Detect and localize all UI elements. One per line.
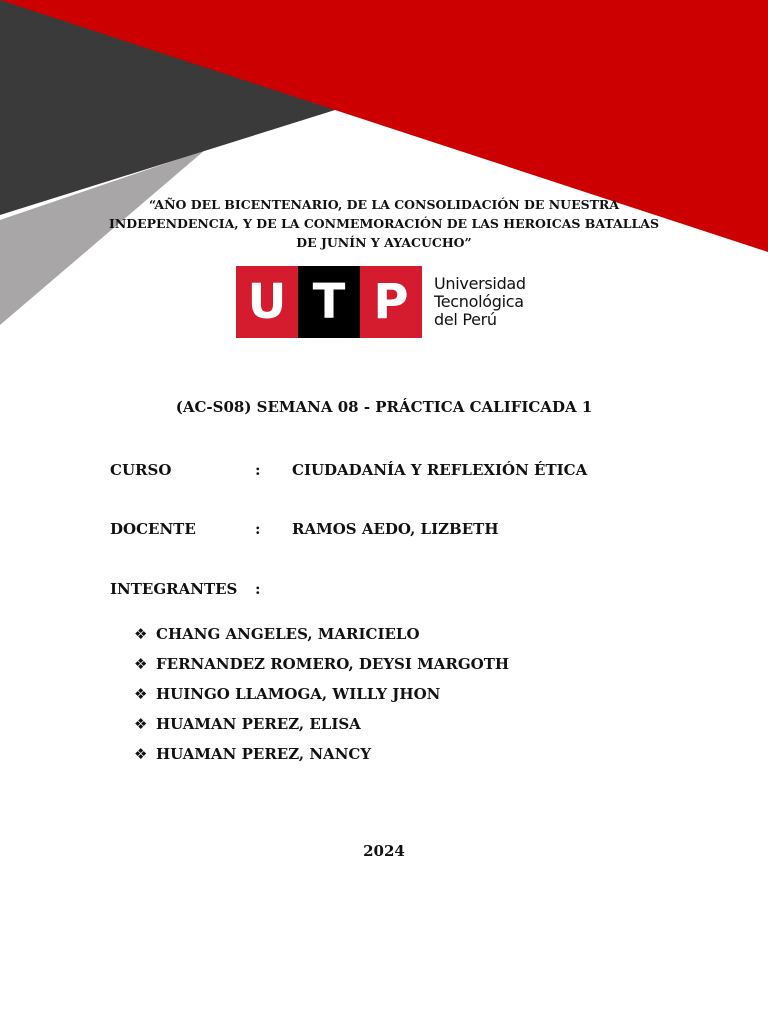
members-label: INTEGRANTES: [110, 580, 238, 598]
diamond-bullet-icon: ❖: [134, 715, 148, 733]
logo-letter-p: P: [360, 266, 422, 338]
logo-university-name: [434, 275, 526, 329]
diamond-bullet-icon: ❖: [134, 655, 148, 673]
diamond-bullet-icon: ❖: [134, 685, 148, 703]
logo-letter-t: T: [298, 266, 360, 338]
course-label: CURSO: [110, 461, 172, 479]
members-list: [134, 619, 509, 769]
motto-heading: “AÑO DEL BICENTENARIO, DE LA CONSOLIDACIÓN DE NUESTRA INDEPENDENCIA, Y DE LA CONMEMORACIÓN DE LAS HEROICAS BATALLAS DE JUNÍN Y AYACUCHO”: [109, 197, 659, 250]
list-item: [134, 649, 509, 679]
document-title: (AC-S08) SEMANA 08 - PRÁCTICA CALIFICADA 1: [175, 398, 593, 416]
members-separator: :: [255, 580, 261, 598]
list-item: [134, 619, 509, 649]
list-item: [134, 739, 509, 769]
document-year: 2024: [363, 842, 405, 860]
list-item: [134, 709, 509, 739]
diamond-bullet-icon: ❖: [134, 625, 148, 643]
member-name: HUAMAN PEREZ, ELISA: [156, 715, 361, 733]
logo-name-line: Universidad: [434, 274, 526, 293]
course-value: CIUDADANÍA Y REFLEXIÓN ÉTICA: [292, 461, 588, 479]
teacher-label: DOCENTE: [110, 520, 196, 538]
member-name: FERNANDEZ ROMERO, DEYSI MARGOTH: [156, 655, 510, 673]
course-separator: :: [255, 461, 261, 479]
member-name: HUINGO LLAMOGA, WILLY JHON: [156, 685, 441, 703]
member-name: HUAMAN PEREZ, NANCY: [156, 745, 372, 763]
member-name: CHANG ANGELES, MARICIELO: [156, 625, 420, 643]
utp-logo: [236, 266, 526, 338]
logo-letter-u: U: [236, 266, 298, 338]
teacher-separator: :: [255, 520, 261, 538]
diamond-bullet-icon: ❖: [134, 745, 148, 763]
logo-name-line: del Perú: [434, 310, 497, 329]
teacher-value: RAMOS AEDO, LIZBETH: [292, 520, 499, 538]
list-item: [134, 679, 509, 709]
logo-name-line: Tecnológica: [434, 292, 524, 311]
